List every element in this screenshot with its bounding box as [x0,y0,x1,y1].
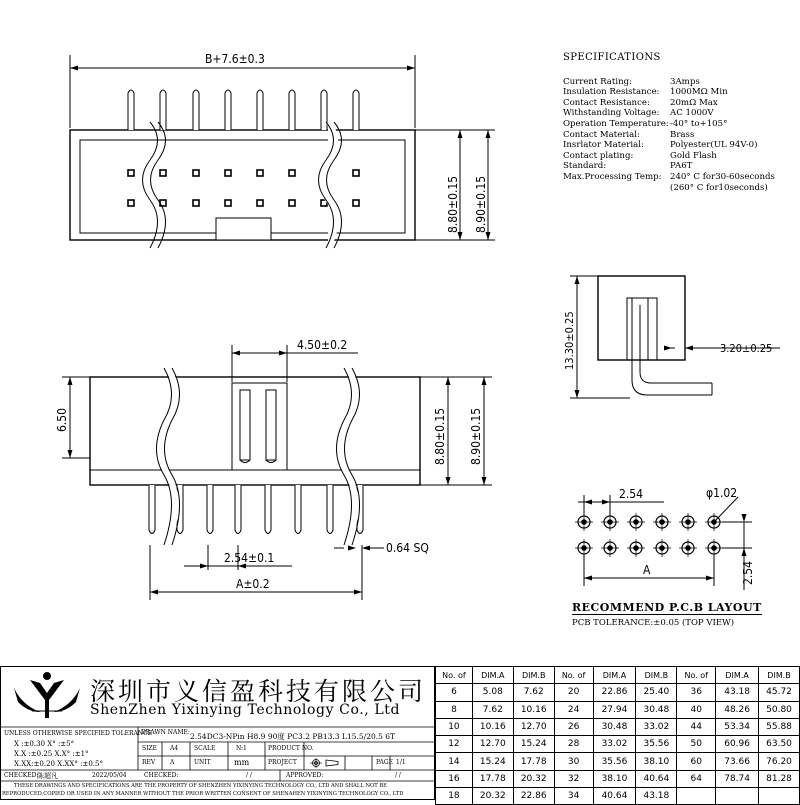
side-height-dim-label: 13.30±0.25 [563,311,576,370]
table-row [436,736,800,753]
unit-label: UNIT [194,759,211,766]
table-cell: 55.88 [759,718,800,735]
spec-label: Insulation Resistance: [563,87,660,98]
tolerance-title: UNLESS OTHERWISE SPECIFIED TOLERANCE [4,730,153,737]
table-header-cell: DIM.B [513,667,554,684]
top-pin [289,90,295,130]
top-hole [128,170,134,176]
table-header-cell: DIM.A [593,667,636,684]
pitch-dim-label: 2.54±0.1 [224,551,275,565]
table-header-cell: No. of [677,667,716,684]
rev-value: A [170,759,175,766]
spec-value: AC 1000V [670,108,714,119]
table-row [436,684,800,701]
spec-label: Standard: [563,161,607,172]
table-cell: 32 [554,770,593,787]
spec-value: PA6T [670,161,693,172]
span-dim-label: A±0.2 [236,577,270,591]
front-pin [149,485,155,534]
table-cell: 40 [677,701,716,718]
side-offset-dim-label: 3.20±0.25 [720,342,773,355]
table-cell: 30 [554,753,593,770]
page-label: PAGE [376,759,393,766]
table-cell: 20.32 [513,770,554,787]
spec-row [563,119,775,130]
spec-value: 3Amps [670,76,700,87]
table-cell: 24 [554,701,593,718]
table-cell: 25.40 [636,684,677,701]
tolerance-line-1: X :±0.30 X° :±5° [14,740,75,748]
latch-dim-label: 4.50±0.2 [297,338,348,352]
front-pin [327,485,333,534]
table-cell: 50 [677,736,716,753]
table-cell: 48.26 [716,701,759,718]
table-cell: 35.56 [636,736,677,753]
table-cell: 22.86 [513,788,554,805]
company-name-en: ShenZhen Yixinying Technology Co., Ltd [90,702,401,718]
spec-value: 1000MΩ Min [670,87,728,98]
front-height-dim-2: 8.90±0.15 [469,407,483,465]
table-cell [677,788,716,805]
overall-dim-label: B+7.6±0.3 [205,52,265,66]
checked-by-label: CHECKED: [4,772,39,779]
table-cell: 36 [677,684,716,701]
top-hole [193,170,199,176]
table-cell [716,788,759,805]
notice-line-1: THESE DRAWINGS AND SPECIFICATIONS ARE THE PROPERTY OF SHENZHEN YIXINYING TECHNOLOGY CO., LTD AND SHALL NOT BE [14,783,387,789]
front-pin [295,485,301,534]
front-pin [265,485,271,534]
approved-slash: / / [395,772,401,779]
spec-row [563,87,775,98]
pcb-pitch-label: 2.54 [619,487,644,501]
top-pin [225,90,231,130]
spec-row [563,140,775,151]
spec-row [563,77,775,88]
table-cell: 28 [554,736,593,753]
pcb-layout [575,495,752,590]
table-cell: 10.16 [513,701,554,718]
table-cell: 45.72 [759,684,800,701]
table-cell: 12 [436,736,473,753]
pcb-tolerance: PCB TOLERANCE:±0.05 (TOP VIEW) [572,618,735,628]
table-cell [759,788,800,805]
table-cell: 50.80 [759,701,800,718]
top-hole [257,200,263,206]
specifications-panel [563,53,775,193]
table-cell: 17.78 [472,770,513,787]
table-header-cell: DIM.B [636,667,677,684]
checked-date: 2022/05/04 [92,772,127,779]
checked-label: CHECKED: [144,772,179,779]
spec-value: Gold Flash [670,150,717,161]
spec-continuation: (260° C for10seconds) [670,182,768,193]
table-header-cell: No. of [436,667,473,684]
top-hole [353,200,359,206]
company-name-cn: 深圳市义信盈科技有限公司 [90,677,427,706]
pcb-span-label: A [643,563,651,577]
table-cell: 76.20 [759,753,800,770]
table-header-cell: No. of [554,667,593,684]
scale-label: SCALE [194,745,216,752]
table-header-cell: DIM.B [759,667,800,684]
top-view-pins [128,90,359,130]
front-view-pins [149,485,363,534]
projection-symbol-icon [308,758,342,768]
front-pin [207,485,213,534]
front-view [62,345,492,600]
table-row [436,770,800,787]
table-cell: 81.28 [759,770,800,787]
table-header-cell: DIM.A [716,667,759,684]
front-height-dim-1: 8.80±0.15 [433,407,447,465]
table-cell: 60 [677,753,716,770]
table-cell: 14 [436,753,473,770]
page-value: 1/1 [396,759,406,766]
checked-by-name: 陈超凡 [37,772,58,780]
top-hole [225,170,231,176]
table-cell: 20.32 [472,788,513,805]
top-pin [321,90,327,130]
spec-label: Contact plating: [563,150,634,161]
spec-label: Operation Temperature: [563,118,669,129]
table-cell: 78.74 [716,770,759,787]
table-cell: 10.16 [472,718,513,735]
unit-value: mm [234,758,250,767]
table-cell: 15.24 [513,736,554,753]
table-row [436,718,800,735]
table-cell: 27.94 [593,701,636,718]
notice-line-2: REPRODUCED,COPIED OR USED IN ANY MANNER WITHOUT THE PRIOR WRITTEN CONSENT OF SHENAHEN YIXINYING TECHNOLOGY CO., LTD [2,791,404,797]
top-height-dim-1: 8.80±0.15 [446,175,460,233]
spec-row [563,108,775,119]
approved-label: APPROVED: [286,772,324,779]
table-cell: 38.10 [593,770,636,787]
table-cell: 64 [677,770,716,787]
table-cell: 34 [554,788,593,805]
table-cell: 38.10 [636,753,677,770]
top-hole [353,170,359,176]
spec-row [563,130,775,141]
drawn-name: 2.54DC3-NPin H8.9 90度 PC3.2 PB13.3 L15.5/20.5 6T [190,732,396,741]
spec-label: Insrlator Material: [563,140,644,151]
left-dim-label: 6.50 [55,407,69,432]
table-cell: 10 [436,718,473,735]
table-cell: 6 [436,684,473,701]
table-cell: 60.96 [716,736,759,753]
dimension-table [435,666,800,805]
spec-row [563,151,775,162]
table-cell: 16 [436,770,473,787]
top-pin [353,90,359,130]
top-hole [289,200,295,206]
product-no-label: PRODUCT NO. [268,745,314,752]
size-label: SIZE [142,745,158,752]
table-cell: 8 [436,701,473,718]
top-view [70,55,495,248]
top-hole [257,170,263,176]
table-cell: 7.62 [513,684,554,701]
table-cell: 73.66 [716,753,759,770]
table-cell: 26 [554,718,593,735]
top-hole [289,170,295,176]
tolerance-line-2: X.X :±0.25 X.X° :±1° [14,750,89,758]
table-row [436,753,800,770]
table-row [436,701,800,718]
pcb-caption [572,596,762,628]
tolerance-line-3: X.XX:±0.20 X.XX° :±0.5° [14,760,103,768]
spec-label: Withstanding Voltage: [563,108,660,119]
project-label: PROJECT [268,759,297,766]
scale-value: N:1 [236,745,247,752]
table-header-cell: DIM.A [472,667,513,684]
top-hole [128,200,134,206]
spec-row [563,161,775,172]
top-pin [128,90,134,130]
top-pin [193,90,199,130]
top-hole [225,200,231,206]
table-cell: 63.50 [759,736,800,753]
table-cell: 30.48 [593,718,636,735]
spec-label: Current Rating: [563,76,633,87]
table-cell: 44 [677,718,716,735]
pcb-row-dim-label: 2.54 [741,560,755,585]
table-cell: 12.70 [472,736,513,753]
checked-slash: / / [246,772,252,779]
table-cell: 33.02 [593,736,636,753]
table-cell: 7.62 [472,701,513,718]
table-cell: 12.70 [513,718,554,735]
table-cell: 35.56 [593,753,636,770]
spec-value: Brass [670,129,695,140]
side-view [570,276,780,398]
table-cell: 20 [554,684,593,701]
table-cell: 22.86 [593,684,636,701]
table-cell: 53.34 [716,718,759,735]
spec-value: Polyester(UL 94V-0) [670,140,758,151]
table-cell: 43.18 [636,788,677,805]
specifications-title: SPECIFICATIONS [563,52,661,63]
table-cell: 30.48 [636,701,677,718]
table-cell: 5.08 [472,684,513,701]
spec-row [563,98,775,109]
spec-label: Contact Resistance: [563,97,650,108]
rev-label: REV [142,759,156,766]
table-cell: 17.78 [513,753,554,770]
pcb-holes [575,513,723,557]
top-height-dim-2: 8.90±0.15 [474,175,488,233]
front-pin [235,485,241,534]
table-cell: 40.64 [636,770,677,787]
spec-label: Max.Processing Temp: [563,171,662,182]
spec-value: 240° C for30-60seconds [670,171,775,182]
pcb-caption-title: RECOMMEND P.C.B LAYOUT [572,601,762,614]
spec-value: 20mΩ Max [670,97,718,108]
spec-label: Contact Material: [563,129,640,140]
table-cell: 15.24 [472,753,513,770]
pcb-hole-label: φ1.02 [706,486,738,500]
table-cell: 18 [436,788,473,805]
pin-sq-label: 0.64 SQ [386,541,429,555]
specifications-rows [563,77,775,183]
size-value: A4 [170,745,179,752]
spec-value: -40° to+105° [670,118,728,129]
table-row [436,788,800,805]
drawn-name-label: DRAWN NAME: [141,729,190,736]
top-hole [193,200,199,206]
table-cell: 40.64 [593,788,636,805]
top-hole [160,170,166,176]
table-cell: 33.02 [636,718,677,735]
spec-row [563,172,775,183]
table-cell: 43.18 [716,684,759,701]
top-pin [257,90,263,130]
top-pin [160,90,166,130]
